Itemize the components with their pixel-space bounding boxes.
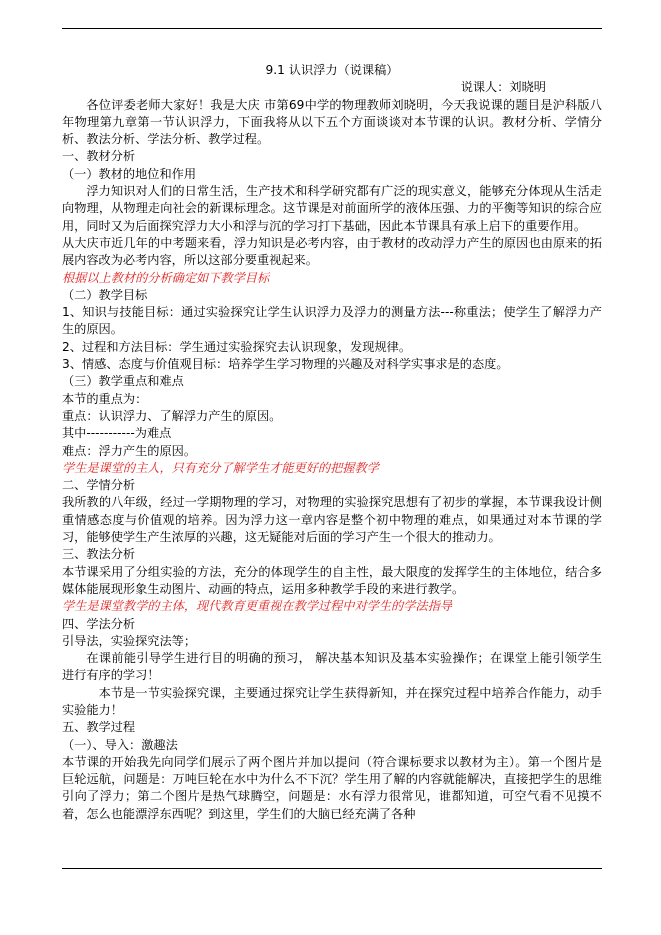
paragraph: 引导法，实验探究法等；: [62, 633, 197, 648]
paragraph: 从大庆市近几年的中考题来看，浮力知识是必考内容，由于教材的改动浮力产生的原因也由原来的拓展内容改为必考内容，所以这部分要重视起来。: [62, 235, 602, 268]
paragraph: 本节是一节实验探究课，主要通过探究让学生获得新知，并在探究过程中培养合作能力，动手实验能力！: [62, 685, 602, 717]
paragraph: 四、学法分析: [62, 616, 136, 631]
paragraph: 重点：认识浮力、了解浮力产生的原因。: [62, 408, 282, 423]
paragraph: 二、学情分析: [62, 478, 136, 493]
paragraph: 一、教材分析: [62, 149, 136, 164]
paragraph: 本节的重点为：: [62, 391, 148, 406]
paragraph: 其中-----------为难点: [62, 426, 172, 441]
paragraph: （一）、导入：激趣法: [62, 737, 178, 752]
paragraph: （二）教学目标: [62, 287, 148, 302]
highlight-note: 学生是课堂教学的主体，现代教育更重视在教学过程中对学生的学法指导: [62, 599, 452, 614]
paragraph: 2、过程和方法目标：学生通过实验探究去认识现象，发现规律。: [62, 339, 412, 354]
paragraph: 难点：浮力产生的原因。: [62, 443, 197, 458]
speaker-line: 说课人：刘晓明: [460, 80, 546, 95]
paragraph: 我所教的八年级，经过一学期物理的学习，对物理的实验探究思想有了初步的掌握，本节课我设计侧重情感态度与价值观的培养。因为浮力这一章内容是整个初中物理的难点，如果通过对本节课的学习，能够使学生产生浓厚的兴趣，这无疑能对后面的学习产生一个很大的推动力。: [62, 495, 602, 545]
paragraph: （一）教材的地位和作用: [62, 166, 197, 181]
document-body: [62, 62, 602, 823]
paragraph: （三）教学重点和难点: [62, 374, 184, 389]
paragraph: 三、教法分析: [62, 547, 136, 562]
footer-rule: [62, 868, 602, 869]
paragraph: 在课前能引导学生进行目的明确的预习， 解决基本知识及基本实验操作；在课堂上能引领学生进行有序的学习！: [62, 651, 602, 683]
paragraph: 本节课的开始我先向同学们展示了两个图片并加以提问（符合课标要求以教材为主）。第一个图片是巨轮远航，问题是：万吨巨轮在水中为什么不下沉？学生用了解的内容就能解决，直接把学生的思维引向了浮力；第二个图片是热气球腾空，问题是：水有浮力很常见，谁都知道，可空气看不见摸不着，怎么也能漂浮东西呢？到这里，学生们的大脑已经充满了各种: [62, 754, 602, 821]
highlight-note: 学生是课堂的主人，只有充分了解学生才能更好的把握教学: [62, 460, 379, 475]
highlight-note: 根据以上教材的分析确定如下教学目标: [62, 270, 270, 285]
paragraph: 浮力知识对人们的日常生活，生产技术和科学研究都有广泛的现实意义，能够充分体现从生活走向物理，从物理走向社会的新课标理念。这节课是对前面所学的液体压强、力的平衡等知识的综合应用，同时又为后面探究浮力大小和浮与沉的学习打下基础，因此本节课具有承上启下的重要作用。: [62, 184, 602, 233]
paragraph: 3、情感、态度与价值观目标：培养学生学习物理的兴趣及对科学实事求是的态度。: [62, 357, 509, 372]
header-rule: [62, 28, 602, 29]
paragraph: 1、知识与技能目标：通过实验探究让学生认识浮力及浮力的测量方法---称重法；使学生了解浮力产生的原因。: [62, 305, 602, 337]
paragraph: 本节课采用了分组实验的方法，充分的体现学生的自主性，最大限度的发挥学生的主体地位，结合多媒体能展现形象生动图片、动画的特点，运用多种教学手段的来进行教学。: [62, 564, 602, 596]
paragraph-list: [62, 97, 602, 823]
paragraph: 各位评委老师大家好！我是大庆 市第69中学的物理教师刘晓明，今天我说课的题目是沪科版八年物理第九章第一节认识浮力，下面我将从以下五个方面谈谈对本节课的认识。教材分析、学情分析、教法分析、学法分析、教学过程。: [62, 97, 602, 147]
document-title: 9.1 认识浮力（说课稿）: [265, 63, 399, 77]
paragraph: 五、教学过程: [62, 720, 136, 735]
